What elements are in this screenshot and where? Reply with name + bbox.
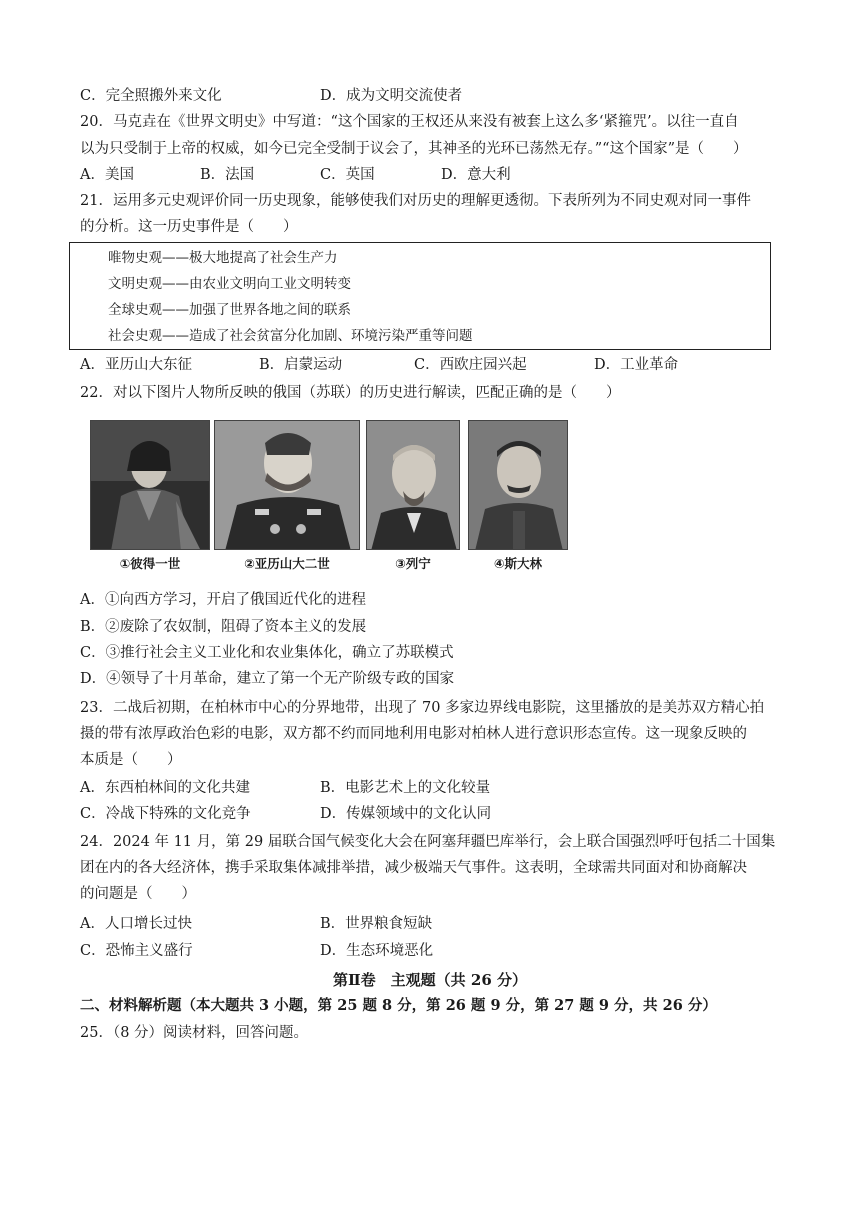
q21-option-c: C．西欧庄园兴起 (414, 357, 527, 373)
q24-stem-line3: 的问题是（ ） (80, 886, 196, 902)
q20-stem-line1: 20．马克垚在《世界文明史》中写道：“这个国家的王权还从来没有被套上这么多‘紧箍咒’。以往一直自 (80, 114, 739, 130)
caption-alexander-ii: ②亚历山大二世 (244, 556, 330, 571)
q19-option-c: C．完全照搬外来文化 (80, 88, 222, 104)
q22-stem: 22．对以下图片人物所反映的俄国（苏联）的历史进行解读，匹配正确的是（ ） (80, 385, 621, 401)
q20-option-b: B．法国 (200, 167, 255, 183)
q21-option-a: A．亚历山大东征 (80, 357, 192, 373)
q21-table-row: 唯物史观——极大地提高了社会生产力 (108, 250, 338, 266)
q23-stem-line1: 23．二战后初期，在柏林市中心的分界地带，出现了 70 多家边界线电影院，这里播放的是美苏双方精心拍 (80, 700, 765, 716)
portrait-stalin (468, 420, 568, 550)
q24-option-d: D．生态环境恶化 (320, 943, 434, 959)
portrait-peter-i (90, 420, 210, 550)
caption-stalin: ④斯大林 (493, 556, 543, 571)
q22-option-c: C．③推行社会主义工业化和农业集体化，确立了苏联模式 (80, 645, 454, 661)
q21-table-row: 文明史观——由农业文明向工业文明转变 (108, 276, 351, 292)
q20-option-a: A．美国 (80, 167, 134, 183)
q24-stem-line2: 团在内的各大经济体，携手采取集体减排举措，减少极端天气事件。这表明，全球需共同面对和协商解决 (80, 860, 747, 876)
q24-option-a: A．人口增长过快 (80, 916, 192, 932)
q21-stem-line1: 21．运用多元史观评价同一历史现象，能够使我们对历史的理解更透彻。下表所列为不同史观对同一事件 (80, 193, 751, 209)
q21-table-row: 社会史观——造成了社会贫富分化加剧、环境污染严重等问题 (108, 328, 473, 344)
q24-stem-line1: 24．2024 年 11 月，第 29 届联合国气候变化大会在阿塞拜疆巴库举行，会上联合国强烈呼吁包括二十国集 (80, 834, 776, 850)
q21-table-row: 全球史观——加强了世界各地之间的联系 (108, 302, 351, 318)
q23-option-d: D．传媒领域中的文化认同 (320, 806, 492, 822)
caption-lenin: ③列宁 (395, 556, 431, 571)
portrait-lenin (366, 420, 460, 550)
q22-option-d: D．④领导了十月革命，建立了第一个无产阶级专政的国家 (80, 671, 455, 687)
portrait-alexander-ii (214, 420, 360, 550)
q21-option-d: D．工业革命 (594, 357, 679, 373)
q20-stem-line2: 以为只受制于上帝的权威，如今已完全受制于议会了，其神圣的光环已荡然无存。”“这个国家”是（ ） (80, 141, 748, 157)
q23-stem-line2: 摄的带有浓厚政治色彩的电影，双方都不约而同地利用电影对柏林人进行意识形态宣传。这一现象反映的 (80, 726, 747, 742)
q23-stem-line3: 本质是（ ） (80, 752, 182, 768)
q23-option-a: A．东西柏林间的文化共建 (80, 780, 250, 796)
caption-peter-i: ①彼得一世 (119, 556, 181, 571)
q22-option-a: A．①向西方学习，开启了俄国近代化的进程 (80, 592, 366, 608)
q19-option-d: D．成为文明交流使者 (320, 88, 463, 104)
q21-stem-line2: 的分析。这一历史事件是（ ） (80, 219, 298, 235)
q23-option-c: C．冷战下特殊的文化竞争 (80, 806, 251, 822)
q21-perspective-table (69, 242, 771, 350)
q22-option-b: B．②废除了农奴制，阻碍了资本主义的发展 (80, 619, 367, 635)
q21-option-b: B．启蒙运动 (259, 357, 343, 373)
q25-stem: 25．（8 分）阅读材料，回答问题。 (80, 1025, 309, 1041)
part2-title: 第Ⅱ卷 主观题（共 26 分） (333, 971, 527, 989)
section-heading: 二、材料解析题（本大题共 3 小题，第 25 题 8 分，第 26 题 9 分，第 27 题 9 分，共 26 分） (80, 997, 717, 1014)
q20-option-c: C．英国 (320, 167, 375, 183)
q22-portrait-strip (90, 420, 570, 580)
q24-option-c: C．恐怖主义盛行 (80, 943, 193, 959)
q23-option-b: B．电影艺术上的文化较量 (320, 780, 491, 796)
q24-option-b: B．世界粮食短缺 (320, 916, 433, 932)
q20-option-d: D．意大利 (441, 167, 511, 183)
